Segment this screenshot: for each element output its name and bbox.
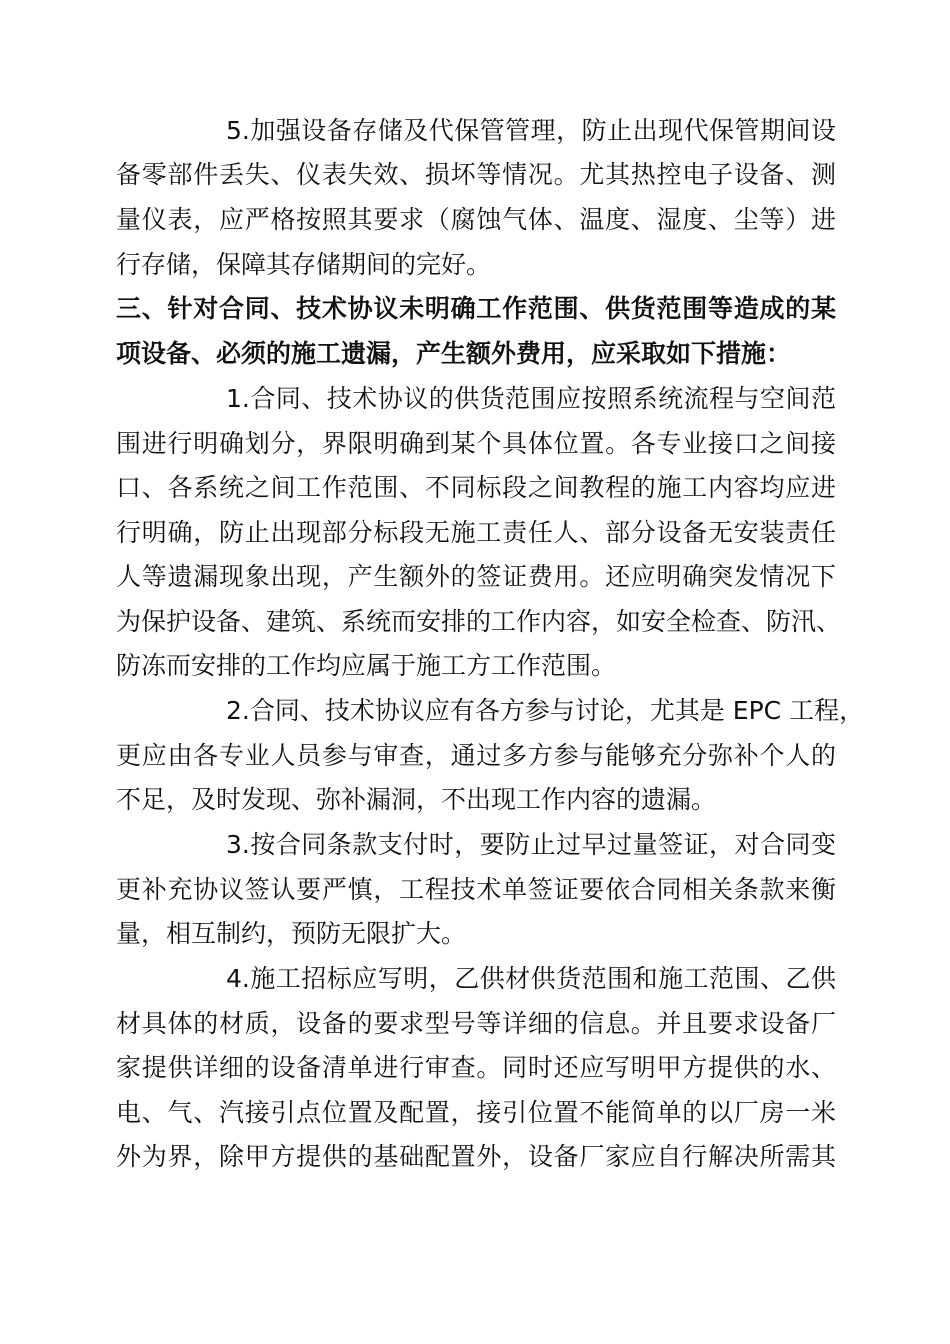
section-heading-line-1: 三、针对合同、技术协议未明确工作范围、供货范围等造成的某 [116, 294, 836, 323]
paragraph-5-line-2: 备零部件丢失、仪表失效、损坏等情况。尤其热控电子设备、测 [116, 160, 836, 189]
paragraph-4-line-1: 4.施工招标应写明，乙供材供货范围和施工范围、乙供 [226, 964, 836, 993]
paragraph-1-line-2: 围进行明确划分，界限明确到某个具体位置。各专业接口之间接 [116, 429, 836, 458]
paragraph-1-line-1: 1.合同、技术协议的供货范围应按照系统流程与空间范 [226, 384, 836, 413]
paragraph-1-line-7: 防冻而安排的工作均应属于施工方工作范围。 [116, 651, 617, 680]
paragraph-2-line-1: 2.合同、技术协议应有各方参与讨论，尤其是 EPC 工程， [226, 696, 865, 725]
paragraph-4-line-4: 电、气、汽接引点位置及配置，接引位置不能简单的以厂房一米 [116, 1098, 836, 1127]
paragraph-4-line-3: 家提供详细的设备清单进行审查。同时还应写明甲方提供的水、 [116, 1053, 836, 1082]
paragraph-4-line-2: 材具体的材质，设备的要求型号等详细的信息。并且要求设备厂 [116, 1009, 836, 1038]
paragraph-1-line-5: 人等遗漏现象出现，产生额外的签证费用。还应明确突发情况下 [116, 562, 836, 591]
paragraph-1-line-3: 口、各系统之间工作范围、不同标段之间教程的施工内容均应进 [116, 473, 836, 502]
paragraph-5-line-4: 行存储，保障其存储期间的完好。 [116, 250, 492, 279]
section-heading-line-2: 项设备、必须的施工遗漏，产生额外费用，应采取如下措施： [116, 339, 792, 368]
paragraph-5-line-3: 量仪表，应严格按照其要求（腐蚀气体、温度、湿度、尘等）进 [116, 205, 836, 234]
paragraph-3-line-2: 更补充协议签认要严慎，工程技术单签证要依合同相关条款来衡 [116, 875, 836, 904]
paragraph-2-line-3: 不足，及时发现、弥补漏洞，不出现工作内容的遗漏。 [116, 785, 717, 814]
paragraph-2-line-2: 更应由各专业人员参与审查，通过多方参与能够充分弥补个人的 [116, 741, 836, 770]
paragraph-5-line-1: 5.加强设备存储及代保管管理，防止出现代保管期间设 [226, 116, 836, 145]
paragraph-3-line-1: 3.按合同条款支付时，要防止过早过量签证，对合同变 [226, 830, 836, 859]
paragraph-4-line-5: 外为界，除甲方提供的基础配置外，设备厂家应自行解决所需其 [116, 1142, 836, 1171]
paragraph-1-line-6: 为保护设备、建筑、系统而安排的工作内容，如安全检查、防汛、 [116, 607, 842, 636]
paragraph-1-line-4: 行明确，防止出现部分标段无施工责任人、部分设备无安装责任 [116, 518, 836, 547]
paragraph-3-line-3: 量，相互制约，预防无限扩大。 [116, 919, 467, 948]
